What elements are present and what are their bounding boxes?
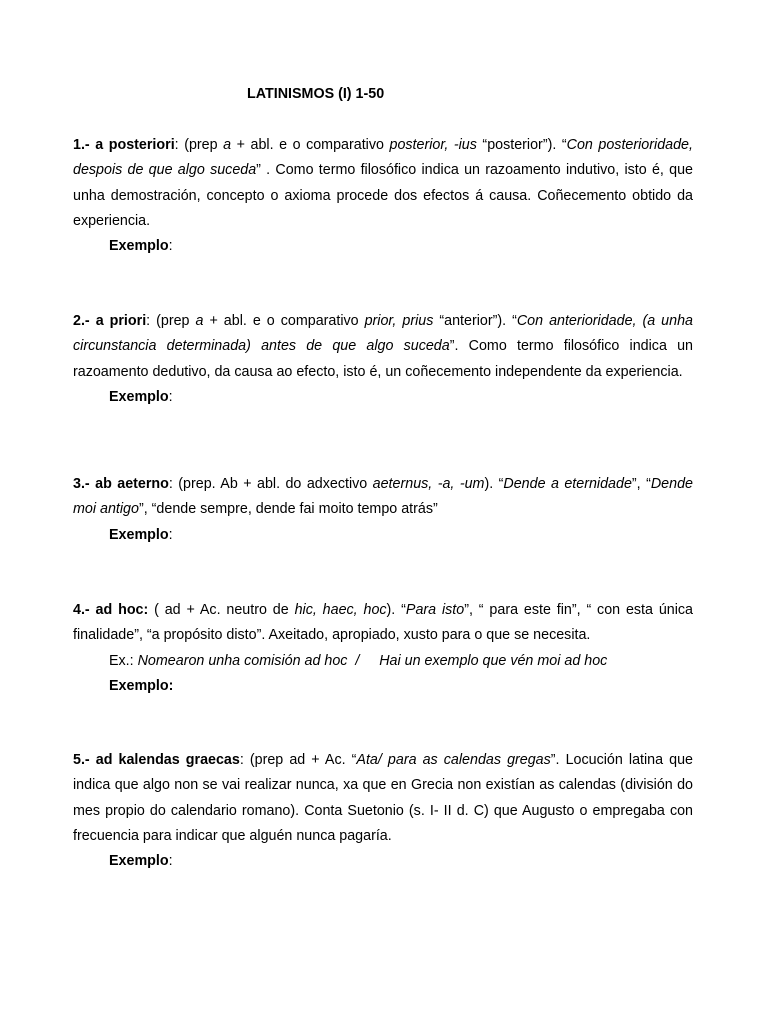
entry-segment: : (prep	[146, 313, 196, 329]
entry-term: ab aeterno	[95, 476, 169, 492]
entry-segment: Para isto	[405, 602, 465, 618]
entry-number: 1.-	[73, 137, 90, 153]
entry-segment: a	[195, 313, 204, 329]
entry-segment: ). “	[386, 602, 406, 618]
entry-number: 5.-	[73, 752, 90, 768]
entry-5	[73, 748, 693, 874]
entry-segment: ( ad + Ac. neutro de	[148, 602, 295, 618]
usage-example-prefix: Ex.:	[109, 652, 138, 669]
example-colon: :	[168, 853, 173, 870]
example-label: Exemplo	[109, 238, 169, 255]
entry-number: 2.-	[73, 313, 90, 329]
entry-segment: prior, prius	[364, 313, 434, 329]
entry-2	[73, 309, 693, 410]
entry-segment: : (prep. Ab + abl. do adxectivo	[168, 476, 373, 492]
entry-number: 4.-	[73, 602, 90, 618]
example-label: Exemplo	[109, 677, 169, 694]
entry-segment: ”, “dende sempre, dende fai moito tempo atrás”	[138, 501, 438, 518]
entry-definition	[73, 748, 693, 849]
entry-segment: a	[223, 137, 232, 153]
usage-example-line	[73, 649, 693, 674]
example-label: Exemplo	[109, 853, 169, 870]
entry-definition	[73, 133, 693, 234]
entry-segment: ” . Como termo filosófico indica un razoamento indutivo, isto é, que unha demostración, concepto o axioma procede dos efectos á causa. Coñecemento obtido da experiencia.	[73, 162, 693, 229]
entry-4	[73, 598, 693, 699]
entry-definition	[73, 309, 693, 385]
entry-segment: Con anterioridade, (a unha circunstancia determinada) antes de que algo suceda	[73, 313, 693, 355]
example-line	[73, 523, 693, 548]
entry-segment: aeternus, -a, -um	[372, 476, 485, 492]
entry-term: ad hoc:	[95, 602, 149, 618]
entry-segment: hic, haec, hoc	[294, 602, 387, 618]
entry-segment: Dende a eternidade	[503, 476, 632, 492]
entry-segment: : (prep ad + Ac. “	[239, 752, 357, 768]
entry-segment: ). “	[484, 476, 504, 492]
entry-term: ad kalendas graecas	[95, 752, 240, 768]
entry-segment: ”. Como termo filosófico indica un razoamento dedutivo, da causa ao efecto, isto é, un coñecemento independente da experiencia.	[73, 338, 693, 380]
entry-3	[73, 472, 693, 548]
entry-segment: “posterior”). “	[476, 137, 567, 153]
example-colon: :	[168, 526, 173, 543]
example-line	[73, 385, 693, 410]
entry-segment: + abl. e o comparativo	[231, 137, 390, 153]
entry-1	[73, 133, 693, 259]
entry-segment: + abl. e o comparativo	[203, 313, 365, 329]
entry-segment: ”, “ para este fin”, “ con esta única finalidade”, “a propósito disto”. Axeitado, apropiado, xusto para o que se necesita.	[73, 602, 694, 644]
entry-number: 3.-	[73, 476, 90, 492]
entry-definition	[73, 598, 693, 649]
entry-segment: : (prep	[174, 137, 224, 153]
example-colon: :	[168, 677, 174, 694]
example-line	[73, 234, 693, 259]
example-line	[73, 849, 693, 874]
entry-segment: ”, “	[631, 476, 651, 492]
entry-term: a priori	[95, 313, 147, 329]
example-colon: :	[168, 238, 173, 255]
entry-segment: Con posterioridade, despois de que algo suceda	[73, 137, 693, 179]
example-label: Exemplo	[109, 388, 169, 405]
entry-definition	[73, 472, 693, 523]
entry-segment: Dende moi antigo	[73, 476, 693, 518]
document-title: LATINISMOS (I) 1-50	[247, 86, 385, 102]
example-line	[73, 674, 693, 699]
entry-segment: Ata/ para as calendas gregas	[356, 752, 551, 768]
usage-example-text: Nomearon unha comisión ad hoc / Hai un exemplo que vén moi ad hoc	[137, 652, 608, 669]
entry-term: a posteriori	[95, 137, 175, 153]
entry-segment: posterior, -ius	[389, 137, 477, 153]
entry-segment: ”. Locución latina que indica que algo non se vai realizar nunca, xa que en Grecia non existían as calendas (división do mes propio do calendario romano). Conta Suetonio (s. I- II d. C) que Augusto o empregaba con frecuencia para indicar que alguén nunca pagaría.	[73, 752, 693, 844]
example-label: Exemplo	[109, 526, 169, 543]
example-colon: :	[168, 388, 173, 405]
entry-segment: “anterior”). “	[433, 313, 517, 329]
